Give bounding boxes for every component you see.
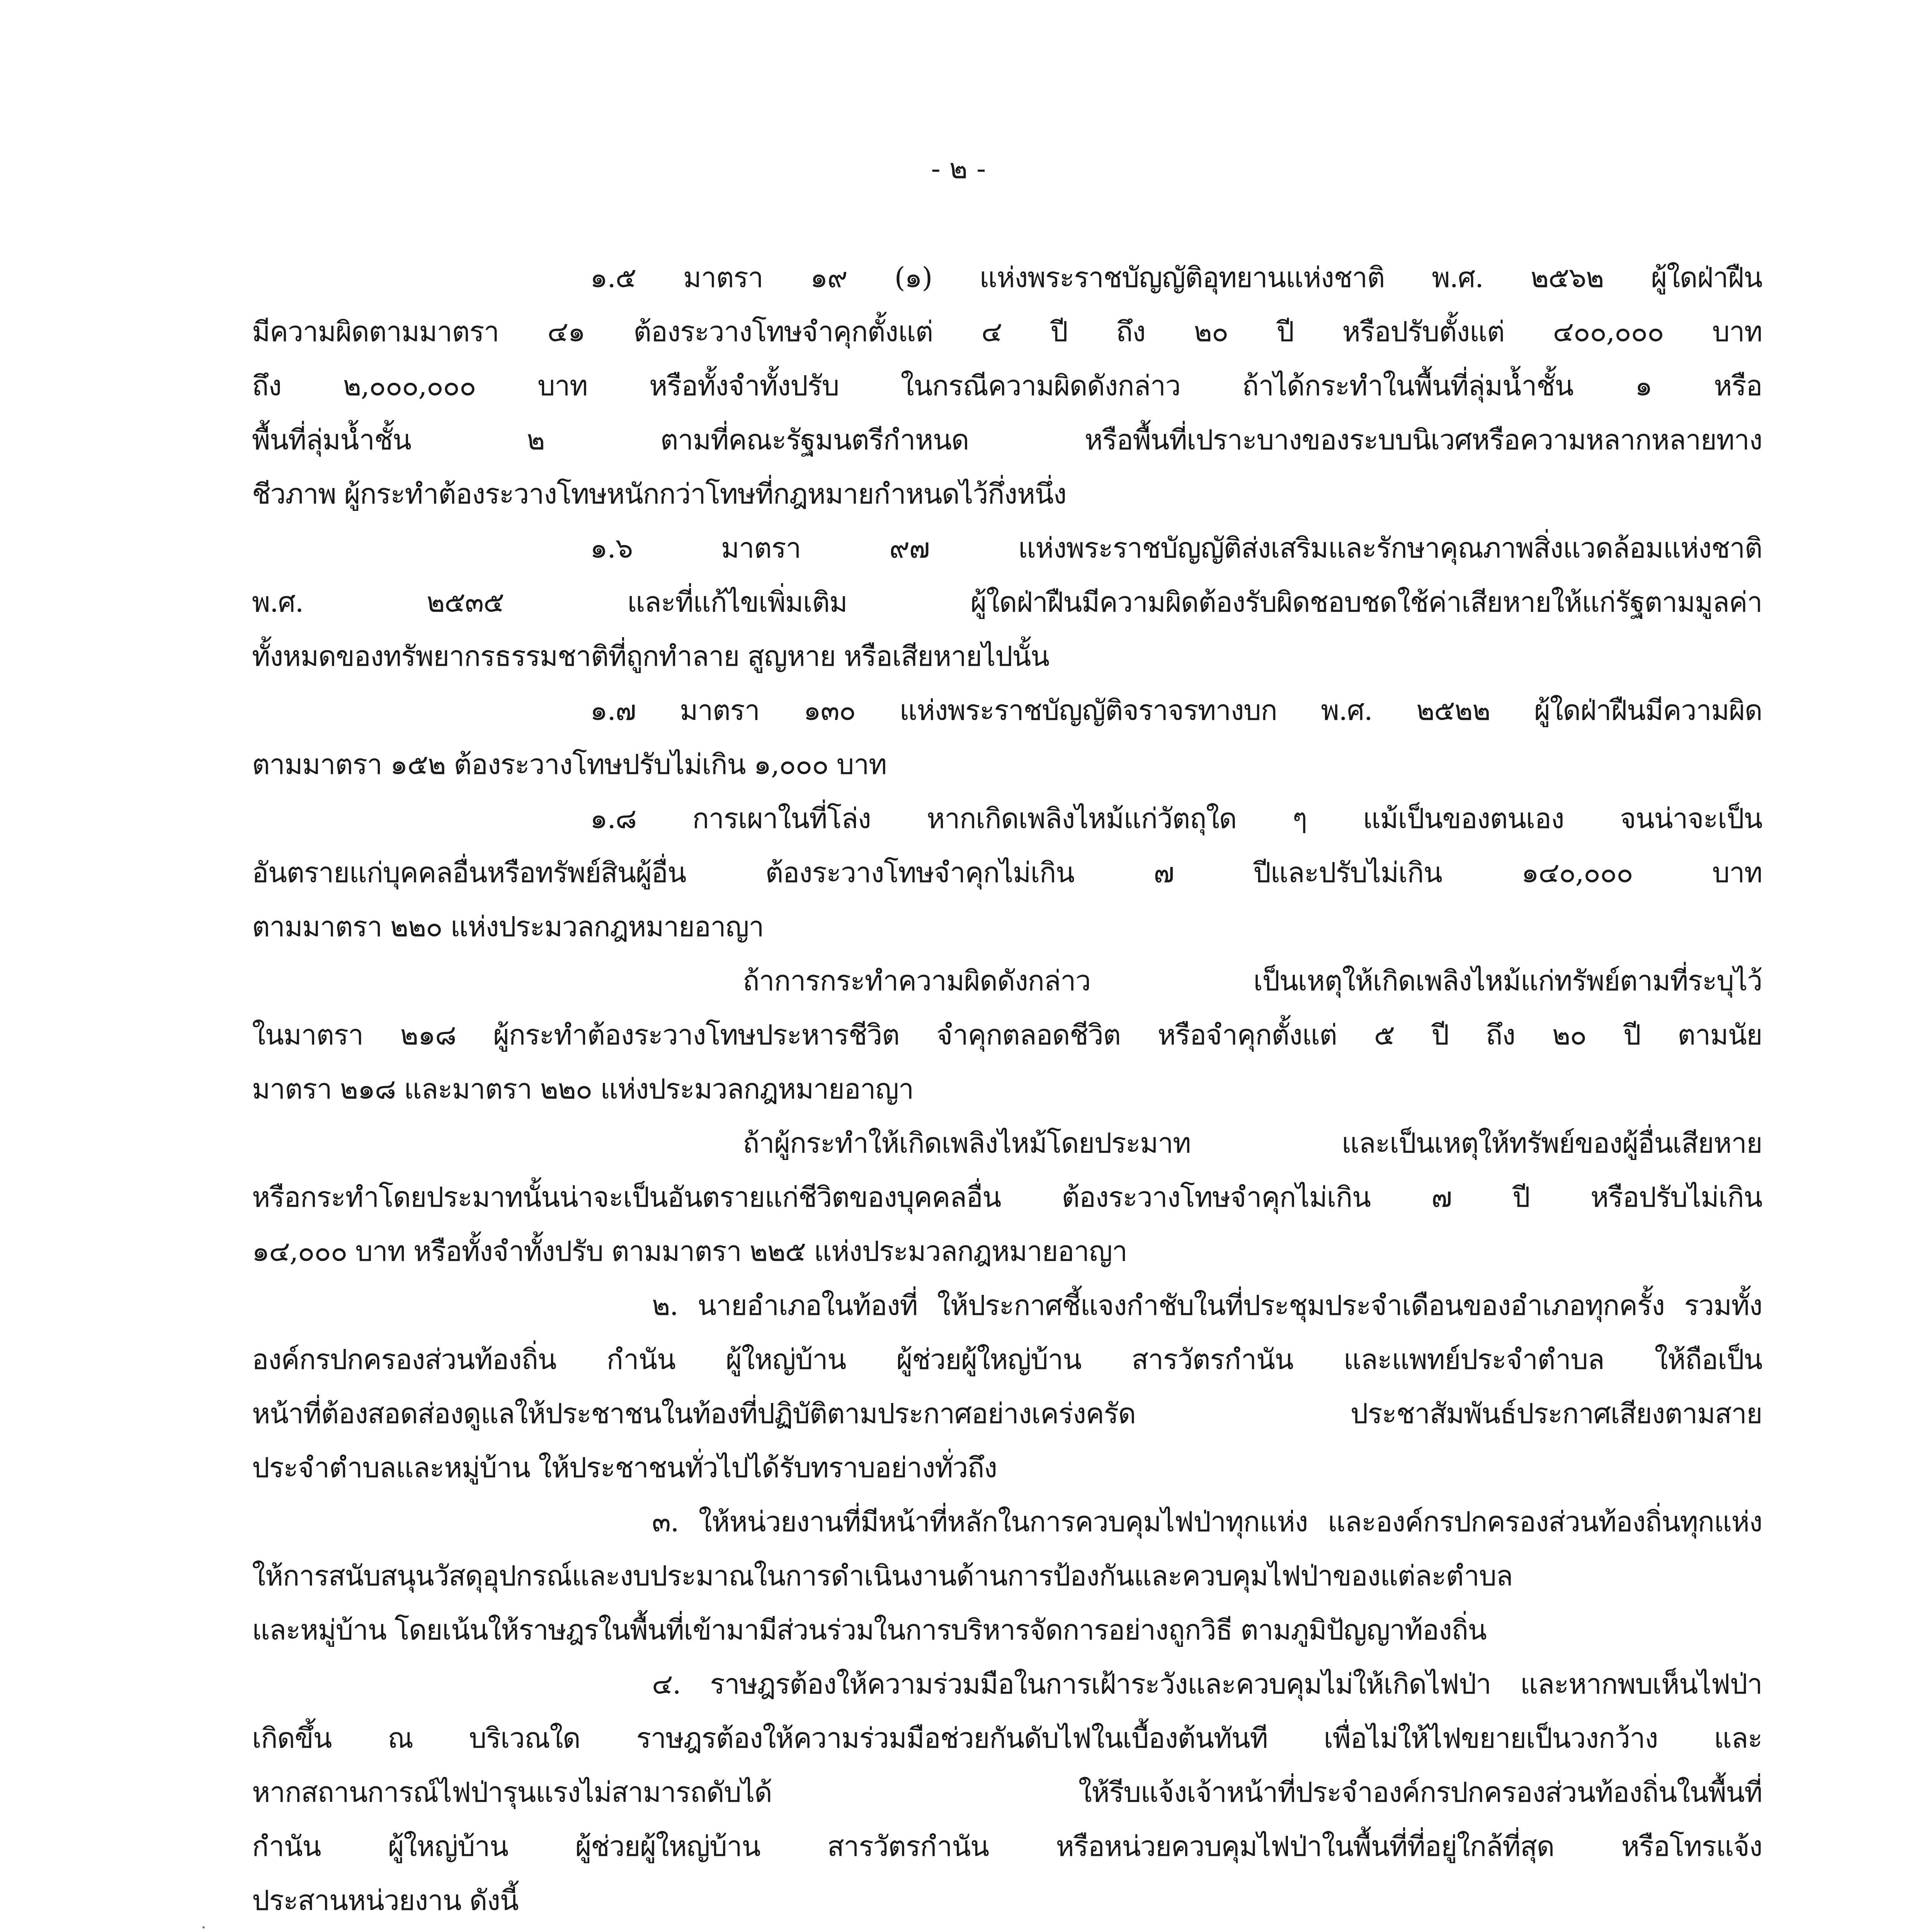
paragraph-line: หน้าที่ต้องสอดส่องดูแลให้ประชาชนในท้องที่ปฏิบัติตามประกาศอย่างเคร่งครัด ประชาสัมพันธ์ประกาศเสียงตามสาย: [252, 1397, 1762, 1430]
paragraph-line: ๑๔,๐๐๐ บาท หรือทั้งจำทั้งปรับ ตามมาตรา ๒๒๕ แห่งประมวลกฎหมายอาญา: [252, 1235, 1127, 1267]
paragraph-line: พ.ศ. ๒๕๓๕ และที่แก้ไขเพิ่มเติม ผู้ใดฝ่าฝืนมีความผิดต้องรับผิดชอบชดใช้ค่าเสียหายให้แก่รัฐตามมูลค่า: [252, 586, 1762, 618]
paragraph-line: ชีวภาพ ผู้กระทำต้องระวางโทษหนักกว่าโทษที่กฎหมายกำหนดไว้กึ่งหนึ่ง: [252, 478, 1067, 510]
paragraph-2: [252, 1278, 1762, 1495]
paragraph-first-line: ๑.๖ มาตรา ๙๗ แห่งพระราชบัญญัติส่งเสริมและรักษาคุณภาพสิ่งแวดล้อมแห่งชาติ: [590, 532, 1762, 564]
paragraph-line: หรือกระทำโดยประมาทนั้นน่าจะเป็นอันตรายแก่ชีวิตของบุคคลอื่น ต้องระวางโทษจำคุกไม่เกิน ๗ ปี หรือปรับไม่เกิน: [252, 1181, 1762, 1213]
paragraph-4: [252, 1657, 1762, 1927]
paragraph-line: ทั้งหมดของทรัพยากรธรรมชาติที่ถูกทำลาย สูญหาย หรือเสียหายไปนั้น: [252, 640, 1049, 672]
paragraph-line: ตามมาตรา ๑๕๒ ต้องระวางโทษปรับไม่เกิน ๑,๐๐๐ บาท: [252, 748, 886, 781]
document-body: [252, 250, 1762, 1932]
paragraph-first-line: ๓. ให้หน่วยงานที่มีหน้าที่หลักในการควบคุมไฟป่าทุกแห่ง และองค์กรปกครองส่วนท้องถิ่นทุกแห่ง: [652, 1505, 1762, 1538]
paragraph-first-line: ๒. นายอำเภอในท้องที่ ให้ประกาศชี้แจงกำชับในที่ประชุมประจำเดือนของอำเภอทุกครั้ง รวมทั้ง: [652, 1289, 1762, 1321]
paragraph-line: ประจำตำบลและหมู่บ้าน ให้ประชาชนทั่วไปได้รับทราบอย่างทั่วถึง: [252, 1451, 997, 1484]
paragraph-first-line: ๔. ราษฎรต้องให้ความร่วมมือในการเฝ้าระวังและควบคุมไม่ให้เกิดไฟป่า และหากพบเห็นไฟป่า: [652, 1668, 1762, 1700]
paragraph-line: ประสานหน่วยงาน ดังนี้: [252, 1884, 519, 1917]
paragraph-line: และหมู่บ้าน โดยเน้นให้ราษฎรในพื้นที่เข้ามามีส่วนร่วมในการบริหารจัดการอย่างถูกวิธี ตามภูมิปัญญาท้องถิ่น: [252, 1614, 1487, 1646]
paragraph-line: อันตรายแก่บุคคลอื่นหรือทรัพย์สินผู้อื่น ต้องระวางโทษจำคุกไม่เกิน ๗ ปีและปรับไม่เกิน ๑๔๐,๐๐๐ บาท: [252, 856, 1762, 889]
paragraph-line: หากสถานการณ์ไฟป่ารุนแรงไม่สามารถดับได้ ให้รีบแจ้งเจ้าหน้าที่ประจำองค์กรปกครองส่วนท้องถิ่นในพื้นที่: [252, 1776, 1762, 1808]
paragraph-1-8: [252, 791, 1762, 954]
paragraph-1-7: [252, 683, 1762, 791]
paragraph-1-5: [252, 250, 1762, 521]
page-number: - ๒ -: [931, 152, 986, 185]
margin-dot: [202, 1926, 205, 1929]
paragraph-line: ในมาตรา ๒๑๘ ผู้กระทำต้องระวางโทษประหารชีวิต จำคุกตลอดชีวิต หรือจำคุกตั้งแต่ ๕ ปี ถึง ๒๐ ปี ตามนัย: [252, 1019, 1762, 1051]
paragraph-line: เกิดขึ้น ณ บริเวณใด ราษฎรต้องให้ความร่วมมือช่วยกันดับไฟในเบื้องต้นทันที เพื่อไม่ให้ไฟขยายเป็นวงกว้าง และ: [252, 1722, 1762, 1754]
paragraph-line: มีความผิดตามมาตรา ๔๑ ต้องระวางโทษจำคุกตั้งแต่ ๔ ปี ถึง ๒๐ ปี หรือปรับตั้งแต่ ๔๐๐,๐๐๐ บาท: [252, 315, 1762, 348]
paragraph-first-line: ถ้าผู้กระทำให้เกิดเพลิงไหม้โดยประมาท และเป็นเหตุให้ทรัพย์ของผู้อื่นเสียหาย: [743, 1127, 1762, 1159]
paragraph-first-line: ๑.๗ มาตรา ๑๓๐ แห่งพระราชบัญญัติจราจรทางบก พ.ศ. ๒๕๒๒ ผู้ใดฝ่าฝืนมีความผิด: [590, 694, 1762, 726]
paragraph-line: องค์กรปกครองส่วนท้องถิ่น กำนัน ผู้ใหญ่บ้าน ผู้ช่วยผู้ใหญ่บ้าน สารวัตรกำนัน และแพทย์ประจำตำบล ให้ถือเป็น: [252, 1343, 1762, 1376]
paragraph-negligence: [252, 1116, 1762, 1278]
paragraph-line: มาตรา ๒๑๘ และมาตรา ๒๒๐ แห่งประมวลกฎหมายอาญา: [252, 1073, 913, 1105]
paragraph-line: ถึง ๒,๐๐๐,๐๐๐ บาท หรือทั้งจำทั้งปรับ ในกรณีความผิดดังกล่าว ถ้าได้กระทำในพื้นที่ลุ่มน้ำชั้น ๑ หรือ: [252, 369, 1762, 402]
paragraph-first-line: ๑.๕ มาตรา ๑๙ (๑) แห่งพระราชบัญญัติอุทยานแห่งชาติ พ.ศ. ๒๕๖๒ ผู้ใดฝ่าฝืน: [590, 261, 1762, 294]
paragraph-line: ให้การสนับสนุนวัสดุอุปกรณ์และงบประมาณในการดำเนินงานด้านการป้องกันและควบคุมไฟป่าของแต่ละตำบล: [252, 1560, 1513, 1592]
spacer: [252, 1927, 1762, 1932]
paragraph-arson: [252, 954, 1762, 1116]
paragraph-3: [252, 1495, 1762, 1657]
paragraph-line: ตามมาตรา ๒๒๐ แห่งประมวลกฎหมายอาญา: [252, 910, 764, 943]
paragraph-1-6: [252, 521, 1762, 683]
paragraph-first-line: ๑.๘ การเผาในที่โล่ง หากเกิดเพลิงไหม้แก่วัตถุใด ๆ แม้เป็นของตนเอง จนน่าจะเป็น: [590, 802, 1762, 835]
paragraph-first-line: ถ้าการกระทำความผิดดังกล่าว เป็นเหตุให้เกิดเพลิงไหม้แก่ทรัพย์ตามที่ระบุไว้: [743, 964, 1762, 997]
paragraph-line: กำนัน ผู้ใหญ่บ้าน ผู้ช่วยผู้ใหญ่บ้าน สารวัตรกำนัน หรือหน่วยควบคุมไฟป่าในพื้นที่ที่อยู่ใกล้ที่สุด หรือโทรแจ้ง: [252, 1830, 1762, 1862]
paragraph-line: พื้นที่ลุ่มน้ำชั้น ๒ ตามที่คณะรัฐมนตรีกำหนด หรือพื้นที่เปราะบางของระบบนิเวศหรือความหลากหลายทาง: [252, 423, 1762, 456]
